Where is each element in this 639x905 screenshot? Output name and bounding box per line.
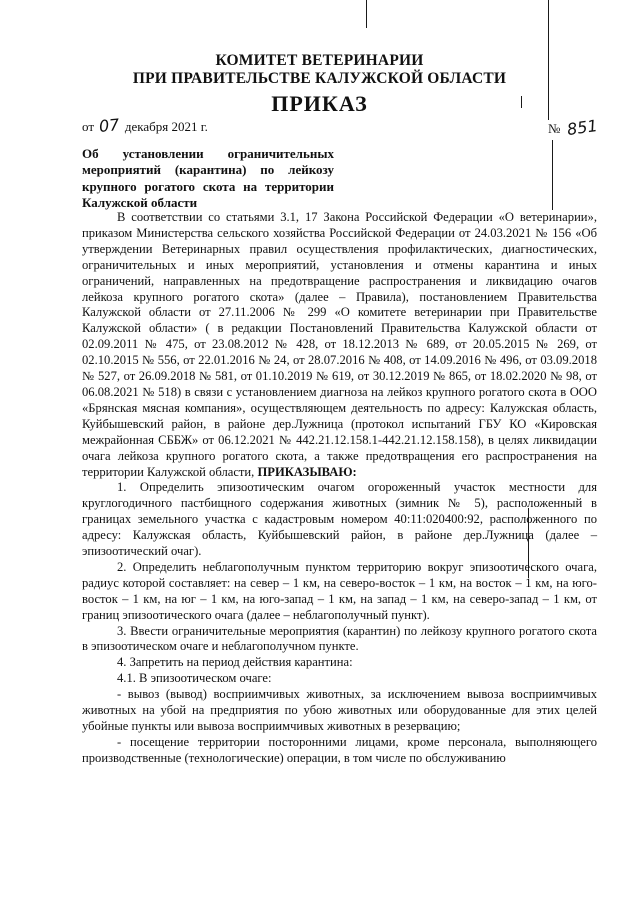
item-4-1: 4.1. В эпизоотическом очаге: (117, 671, 272, 686)
number-value-handwritten: 851 (565, 115, 599, 140)
date-month-year: декабря 2021 г. (124, 119, 208, 134)
scan-artifact-line (366, 0, 367, 28)
order-body (82, 210, 597, 767)
preamble-paragraph (82, 210, 597, 480)
item-4-1-dash-2: - посещение территории посторонними лицами, кроме персонала, выполняющего производственные (технологические) операции, в том числе по обслуживанию (82, 734, 597, 765)
order-number (548, 115, 599, 140)
committee-name-line2: ПРИ ПРАВИТЕЛЬСТВЕ КАЛУЖСКОЙ ОБЛАСТИ (132, 70, 507, 87)
item-3: 3. Ввести ограничительные мероприятия (карантин) по лейкозу крупного рогатого скота в эпизоотическом очаге и неблагополучном пункте. (82, 623, 597, 654)
order-subject: Об установлении ограничительных мероприятий (карантина) по лейкозу крупного рогатого скота на территории Калужской области (82, 146, 334, 210)
document-type-title: ПРИКАЗ (271, 91, 368, 116)
number-prefix: № (548, 121, 561, 136)
date-day-handwritten: 07 (98, 114, 121, 137)
item-2: 2. Определить неблагополучным пунктом территорию вокруг эпизоотического очага, радиус которой составляет: на север – 1 км, на северо-восток – 1 км, на восток – 1 км, на юго-восток – 1 км, на юг – 1 км, на юго-запад – 1 км, на запад – 1 км, на северо-запад – 1 км, от границ эпизоотического очага (далее – неблагополучный пункт). (82, 559, 597, 622)
scan-artifact-line (552, 140, 553, 210)
committee-name-line1: КОМИТЕТ ВЕТЕРИНАРИИ (215, 52, 424, 69)
item-4: 4. Запретить на период действия карантина: (117, 655, 353, 670)
date-prefix: от (82, 119, 95, 134)
order-date (82, 116, 208, 135)
item-1: 1. Определить эпизоотическим очагом огороженный участок местности для круглогодичного пастбищного содержания животных (зимник № 5), расположенный в границах земельного участка с кадастровым номером 40:11:020400:92, расположенного по адресу: Калужская область, Куйбышевский район, в районе дер.Лужница (далее – эпизоотический очаг). (82, 480, 597, 559)
preamble-text: В соответствии со статьями 3.1, 17 Закона Российской Федерации «О ветеринарии», приказом Министерства сельского хозяйства Российской Федерации от 24.03.2021 № 156 «Об утверждении Ветеринарных правил осуществления профилактических, диагностических, ограничительных и иных мероприятий, установления и отмены карантина и иных ограничений, направленных на предотвращение распространения и ликвидацию очагов лейкоза крупного рогатого скота» (далее – Правила), постановлением Правительства Калужской области от 27.11.2006 № 299 «О комитете ветеринарии при Правительстве Калужской области» ( в редакции Постановлений Правительства Калужской области от 02.09.2011 № 475, от 23.08.2012 № 428, от 18.12.2013 № 689, от 20.05.2015 № 269, от 02.10.2015 № 556, от 22.01.2016 № 24, от 28.07.2016 № 408, от 14.09.2016 № 496, от 03.09.2018 № 527, от 26.09.2018 № 581, от 01.10.2019 № 619, от 30.12.2019 № 865, от 18.02.2020 № 98, от 06.08.2021 № 518) в связи с установлением диагноза на лейкоз крупного рогатого скота в ООО «Брянская мясная компания», осуществляющем деятельность по адресу: Калужская область, Куйбышевский район, в районе дер.Лужница (протокол испытаний ГБУ КО «Кировская межрайонная СББЖ» от 06.12.2021 № 442.21.12.158.1-442.21.12.158.158), в целях ликвидации очага лейкоза крупного рогатого скота, а также предотвращения его распространения на территории Калужской области, (82, 210, 597, 479)
order-word: ПРИКАЗЫВАЮ: (257, 464, 357, 479)
item-4-1-dash-1: - вывоз (вывод) восприимчивых животных, за исключением вывоза восприимчивых животных на убой на предприятия по убою животных или оборудованные для этих целей убойные пункты или вывоза восприимчивых животных в резервацию; (82, 687, 597, 733)
